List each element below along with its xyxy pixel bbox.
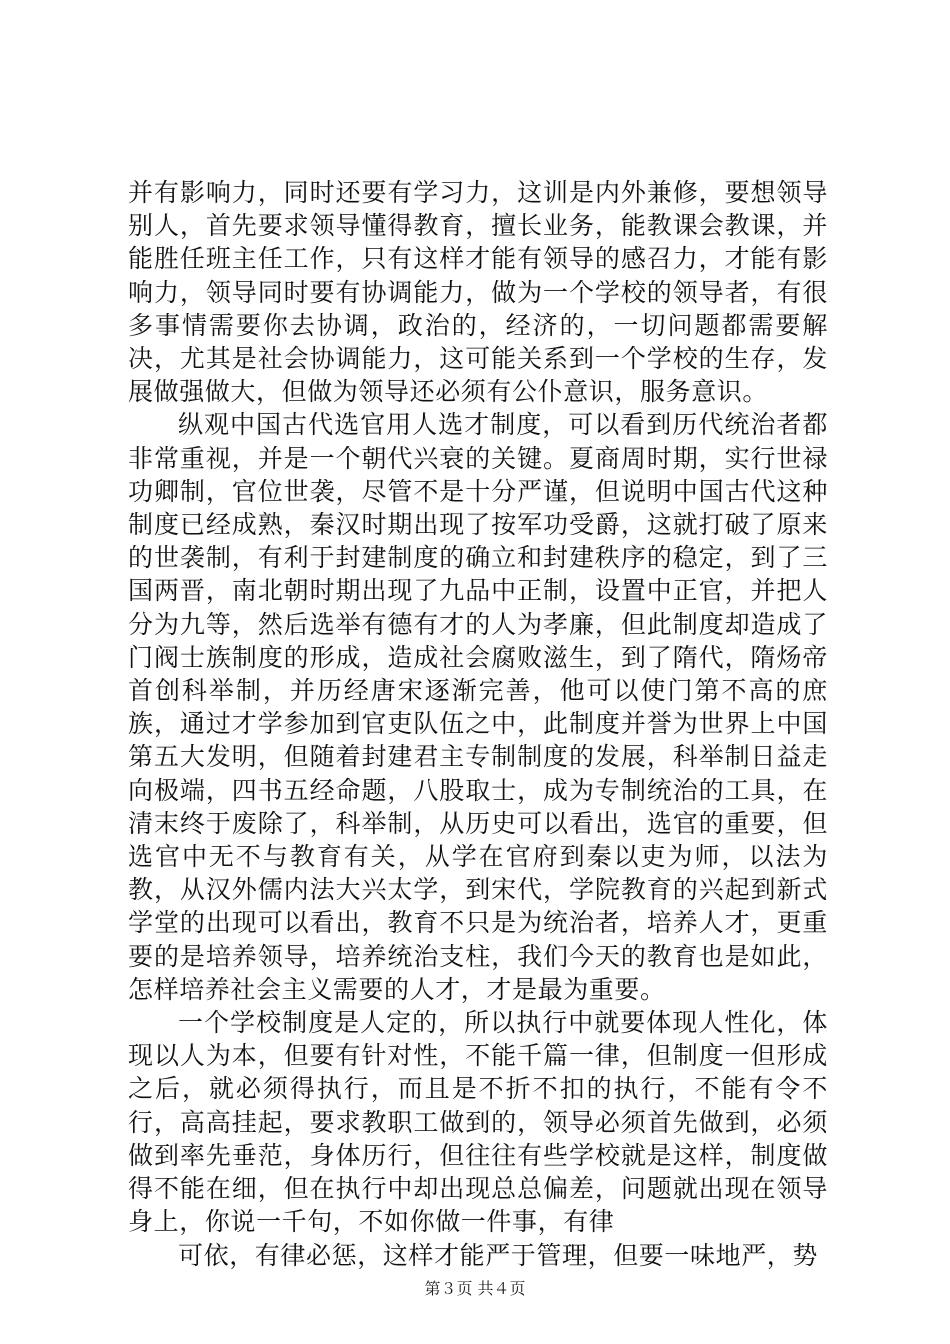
document-body: [128, 176, 828, 1272]
page-number-footer: 第３页 共４页: [424, 1279, 526, 1298]
paragraph-2: 纵观中国古代选官用人选才制度，可以看到历代统治者都非常重视，并是一个朝代兴衰的关键。夏商周时期，实行世禄功卿制，官位世袭，尽管不是十分严谨，但说明中国古代这种制度已经成熟，秦汉时期出现了按军功受爵，这就打破了原来的世袭制，有利于封建制度的确立和封建秩序的稳定，到了三国两晋，南北朝时期出现了九品中正制，设置中正官，并把人分为九等，然后选举有德有才的人为孝廉，但此制度却造成了门阀士族制度的形成，造成社会腐败滋生，到了隋代，隋炀帝首创科举制，并历经唐宋逐渐完善，他可以使门第不高的庶族，通过才学参加到官吏队伍之中，此制度并誉为世界上中国第五大发明，但随着封建君主专制制度的发展，科举制日益走向极端，四书五经命题，八股取士，成为专制统治的工具，在清末终于废除了，科举制，从历史可以看出，选官的重要，但选官中无不与教育有关，从学在官府到秦以吏为师，以法为教，从汉外儒内法大兴太学，到宋代，学院教育的兴起到新式学堂的出现可以看出，教育不只是为统治者，培养人才，更重要的是培养领导，培养统治支柱，我们今天的教育也是如此，怎样培养社会主义需要的人才，才是最为重要。: [128, 410, 828, 1004]
paragraph-3: 一个学校制度是人定的，所以执行中就要体现人性化，体现以人为本，但要有针对性，不能千篇一律，但制度一但形成之后，就必须得执行，而且是不折不扣的执行，不能有令不行，高高挂起，要求教职工做到的，领导必须首先做到，必须做到率先垂范，身体历行，但往往有些学校就是这样，制度做得不能在细，但在执行中却出现总总偏差，问题就出现在领导身上，你说一千句，不如你做一件事，有律: [128, 1008, 828, 1237]
paragraph-1: 并有影响力，同时还要有学习力，这训是内外兼修，要想领导别人，首先要求领导懂得教育，擅长业务，能教课会教课，并能胜任班主任工作，只有这样才能有领导的感召力，才能有影响力，领导同时要有协调能力，做为一个学校的领导者，有很多事情需要你去协调，政治的，经济的，一切问题都需要解决，尤其是社会协调能力，这可能关系到一个学校的生存，发展做强做大，但做为领导还必须有公仆意识，服务意识。: [128, 178, 828, 407]
paragraph-4: 可依，有律必惩，这样才能严于管理，但要一味地严，势: [178, 1240, 819, 1270]
